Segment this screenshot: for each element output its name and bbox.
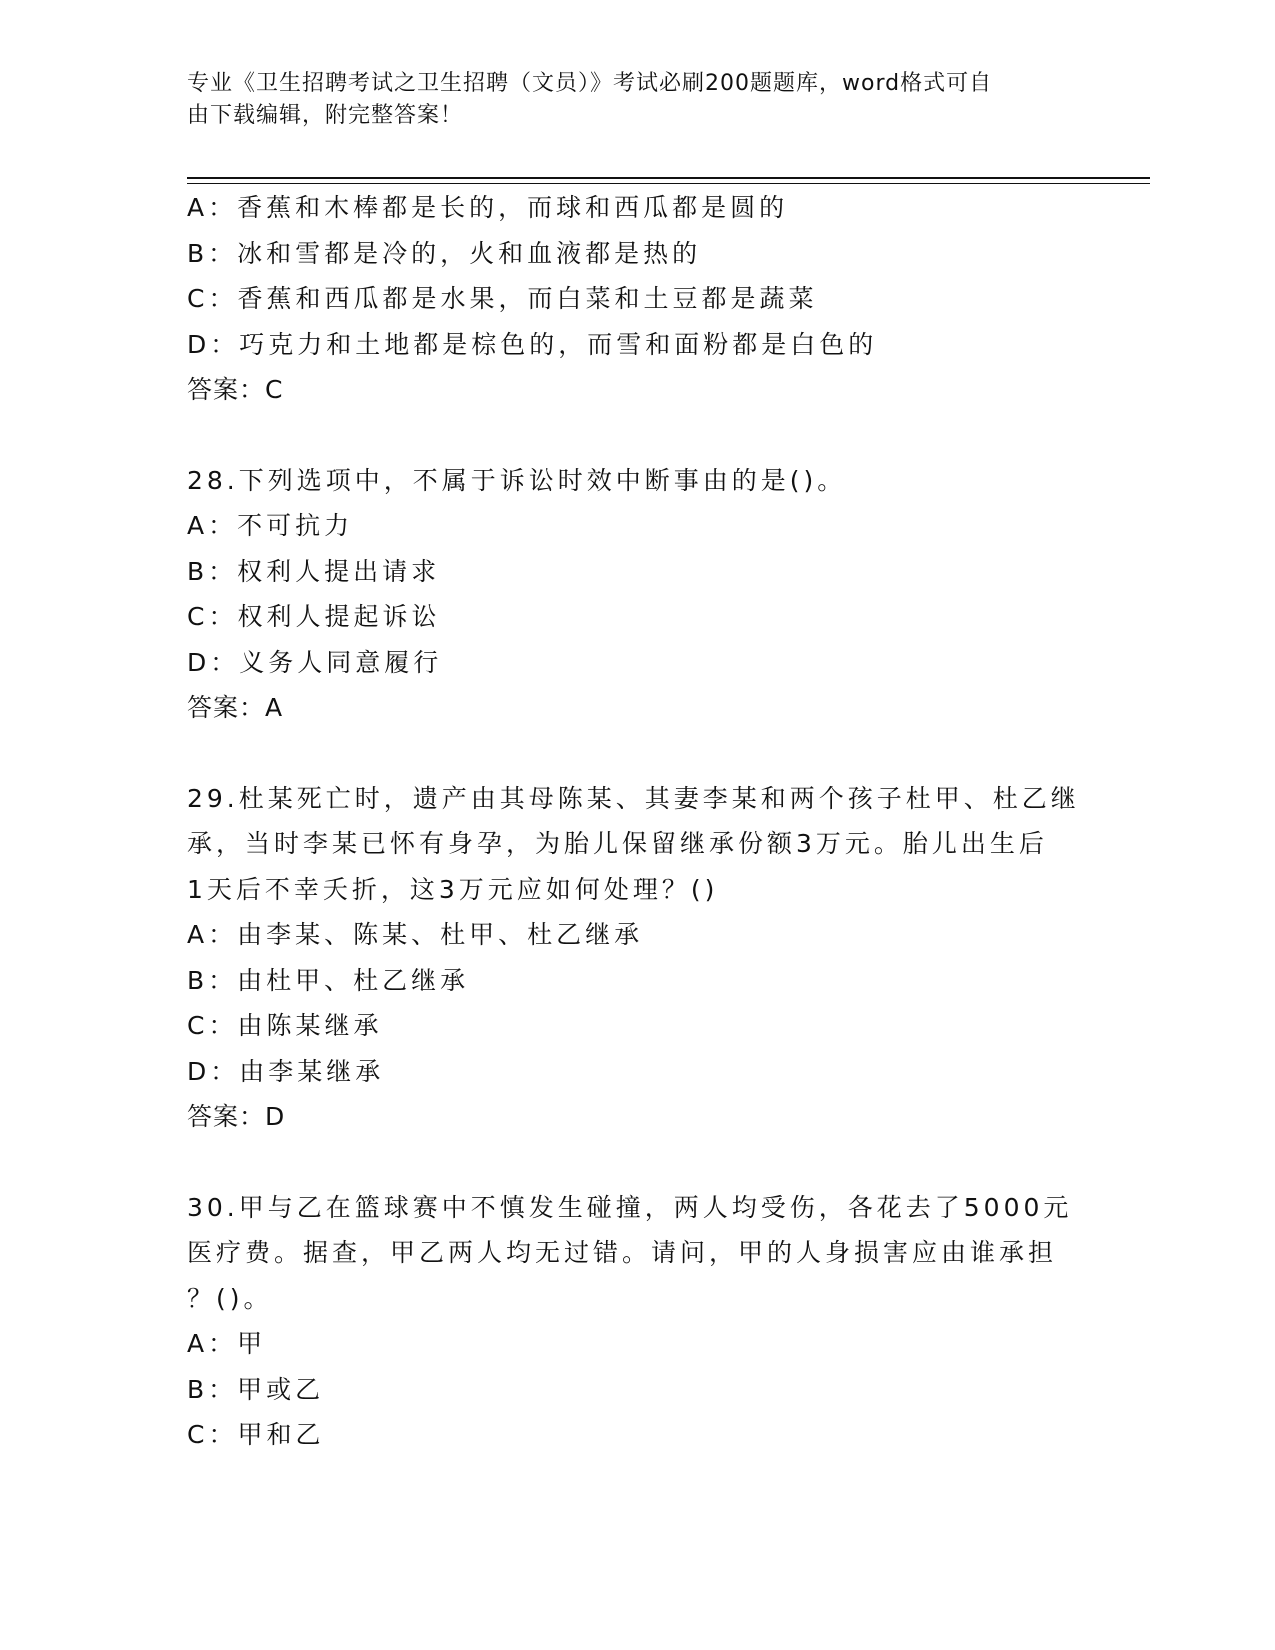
answer-line: 答案：D	[187, 1102, 286, 1131]
option-a: A：香蕉和木棒都是长的，而球和西瓜都是圆的	[187, 193, 789, 222]
question-list	[187, 185, 1087, 1458]
option-a: A：不可抗力	[187, 511, 354, 540]
question-stem-line-2: 承，当时李某已怀有身孕，为胎儿保留继承份额3万元。胎儿出生后	[187, 829, 1048, 858]
question-stem-line-2: 医疗费。据查，甲乙两人均无过错。请问，甲的人身损害应由谁承担	[187, 1238, 1058, 1267]
question-stem-line-1: 29.杜某死亡时，遗产由其母陈某、其妻李某和两个孩子杜甲、杜乙继	[187, 783, 1080, 813]
question-stem: 28.下列选项中，不属于诉讼时效中断事由的是()。	[187, 465, 847, 495]
answer-line: 答案：C	[187, 375, 284, 404]
question-stem-line-3: ？()。	[187, 1283, 273, 1313]
option-a: A：甲	[187, 1329, 267, 1358]
document-header	[187, 68, 1067, 132]
option-d: D：巧克力和土地都是棕色的，而雪和面粉都是白色的	[187, 329, 878, 359]
question-29	[187, 776, 1087, 1140]
option-d: D：义务人同意履行	[187, 647, 443, 677]
header-divider-thin	[187, 183, 1150, 184]
option-c: C：由陈某继承	[187, 1011, 383, 1040]
option-b: B：甲或乙	[187, 1374, 325, 1404]
option-d: D：由李某继承	[187, 1056, 385, 1086]
question-27	[187, 185, 1087, 413]
option-c: C：甲和乙	[187, 1420, 325, 1449]
question-30	[187, 1185, 1087, 1458]
option-b: B：权利人提出请求	[187, 556, 441, 586]
option-c: C：香蕉和西瓜都是水果，而白菜和土豆都是蔬菜	[187, 284, 818, 313]
option-b: B：由杜甲、杜乙继承	[187, 965, 470, 995]
question-28	[187, 458, 1087, 731]
answer-line: 答案：A	[187, 693, 284, 722]
header-line-1: 专业《卫生招聘考试之卫生招聘（文员）》考试必刷200题题库，word格式可自	[187, 71, 993, 96]
option-c: C：权利人提起诉讼	[187, 602, 441, 631]
question-stem-line-1: 30.甲与乙在篮球赛中不慎发生碰撞，两人均受伤，各花去了5000元	[187, 1192, 1073, 1222]
header-divider-thick	[187, 177, 1150, 179]
question-stem-line-3: 1天后不幸夭折，这3万元应如何处理？()	[187, 874, 719, 904]
option-a: A：由李某、陈某、杜甲、杜乙继承	[187, 920, 644, 949]
header-line-2: 由下载编辑，附完整答案！	[187, 103, 464, 128]
option-b: B：冰和雪都是冷的，火和血液都是热的	[187, 238, 702, 268]
